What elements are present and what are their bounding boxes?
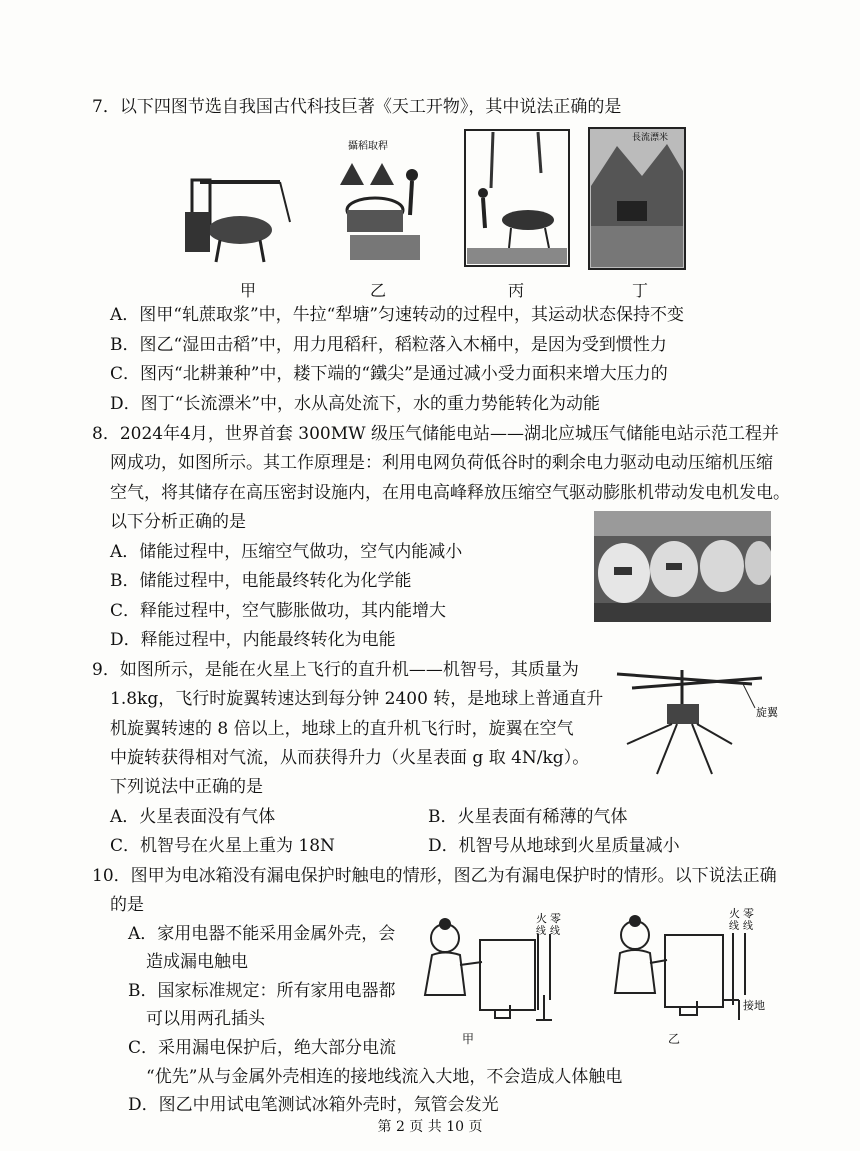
q7-figure-yi [330, 135, 440, 265]
q7-figure-bing [463, 128, 571, 268]
q7-caption-ding: 丁 [632, 281, 649, 300]
q10-option-a-2: 造成漏电触电 [146, 952, 248, 972]
q10-jia-wire-line-a: 线 [536, 926, 546, 937]
q9-line-1: 9．如图所示，是能在火星上飞行的直升机——机智号，其质量为 [92, 660, 579, 680]
q8-option-d: D．释能过程中，内能最终转化为电能 [110, 630, 396, 650]
q9-figure-helicopter [612, 662, 787, 780]
q9-option-d: D．机智号从地球到火星质量减小 [428, 836, 680, 856]
q10-line-1: 10．图甲为电冰箱没有漏电保护时触电的情形，图乙为有漏电保护时的情形。以下说法正确 [92, 866, 777, 886]
q8-option-b: B．储能过程中，电能最终转化为化学能 [110, 571, 412, 591]
q9-option-a: A．火星表面没有气体 [110, 807, 276, 827]
q8-line-4: 以下分析正确的是 [110, 512, 246, 532]
q8-line-3: 空气，将其储存在高压密封设施内，在用电高峰释放压缩空气驱动膨胀机带动发电机发电。 [110, 483, 790, 503]
q7-caption-bing: 丙 [508, 281, 525, 300]
q7-option-d: D．图丁“长流漂米”中，水从高处流下，水的重力势能转化为动能 [110, 394, 601, 414]
q9-option-b: B．火星表面有稀薄的气体 [428, 807, 628, 827]
q10-jia-wire-neutral: 零 [550, 912, 561, 925]
q7-figure-ding [587, 126, 687, 271]
q7-figure-yi-title: 攝稻取稈 [348, 141, 388, 152]
q7-stem: 7．以下四图节选自我国古代科技巨著《天工开物》，其中说法正确的是 [92, 97, 622, 117]
q10-yi-wire-line-b: 线 [743, 921, 753, 932]
q8-option-a: A．储能过程中，压缩空气做功，空气内能减小 [110, 542, 463, 562]
q9-option-c: C．机智号在火星上重为 18N [110, 836, 335, 856]
q10-line-2: 的是 [110, 895, 144, 915]
q10-yi-wire-neutral: 零 [743, 907, 754, 920]
q7-figure-jia [180, 172, 295, 267]
q8-line-2: 网成功，如图所示。其工作原理是：利用电网负荷低谷时的剩余电力驱动电动压缩机压缩 [110, 453, 773, 473]
q10-option-c-1: C．采用漏电保护后，绝大部分电流 [128, 1038, 397, 1058]
q10-option-b-1: B．国家标准规定：所有家用电器都 [128, 981, 396, 1001]
q10-option-a-1: A．家用电器不能采用金属外壳，会 [128, 924, 396, 944]
q10-option-d: D．图乙中用试电笔测试冰箱外壳时，氖管会发光 [128, 1095, 499, 1115]
q8-photo-storage-tanks [594, 511, 771, 622]
q10-yi-wire-line-a: 线 [729, 921, 739, 932]
q10-ground-label: 接地 [743, 999, 765, 1012]
q7-option-a: A．图甲“轧蔗取浆”中，牛拉“犁塘”匀速转动的过程中，其运动状态保持不变 [110, 305, 685, 325]
q10-jia-wire-line-b: 线 [550, 926, 560, 937]
page-footer: 第 2 页 共 10 页 [377, 1119, 483, 1135]
q10-figure-jia [410, 910, 570, 1030]
q8-line-1: 8．2024年4月，世界首套 300MW 级压气储能电站——湖北应城压气储能电站示范工程并 [92, 424, 780, 444]
q7-figure-ding-title: 長流漂米 [632, 133, 669, 143]
q9-line-3: 机旋翼转速的 8 倍以上，地球上的直升机飞行时，旋翼在空气 [110, 719, 574, 739]
q10-caption-jia: 甲 [462, 1032, 475, 1046]
q10-caption-yi: 乙 [668, 1032, 681, 1046]
q7-option-c: C．图丙“北耕兼种”中，耧下端的“鐵尖”是通过减小受力面积来增大压力的 [110, 364, 668, 384]
q10-option-b-2: 可以用两孔插头 [146, 1009, 265, 1029]
q10-figure-yi [605, 905, 775, 1030]
q9-line-5: 下列说法中正确的是 [110, 777, 263, 797]
q10-jia-wire-fire: 火 [536, 912, 547, 925]
q7-caption-yi: 乙 [370, 281, 387, 300]
q7-option-b: B．图乙“湿田击稻”中，用力甩稻秆，稻粒落入木桶中，是因为受到惯性力 [110, 335, 667, 355]
q7-caption-jia: 甲 [240, 281, 257, 300]
q8-option-c: C．释能过程中，空气膨胀做功，其内能增大 [110, 601, 447, 621]
q9-rotor-label: 旋翼 [756, 706, 778, 719]
q9-line-2: 1.8kg，飞行时旋翼转速达到每分钟 2400 转，是地球上普通直升 [110, 689, 604, 709]
q10-yi-wire-fire: 火 [729, 907, 740, 920]
q10-option-c-2: “优先”从与金属外壳相连的接地线流入大地，不会造成人体触电 [146, 1067, 623, 1087]
q9-line-4: 中旋转获得相对气流，从而获得升力（火星表面 g 取 4N/kg）。 [110, 748, 590, 768]
